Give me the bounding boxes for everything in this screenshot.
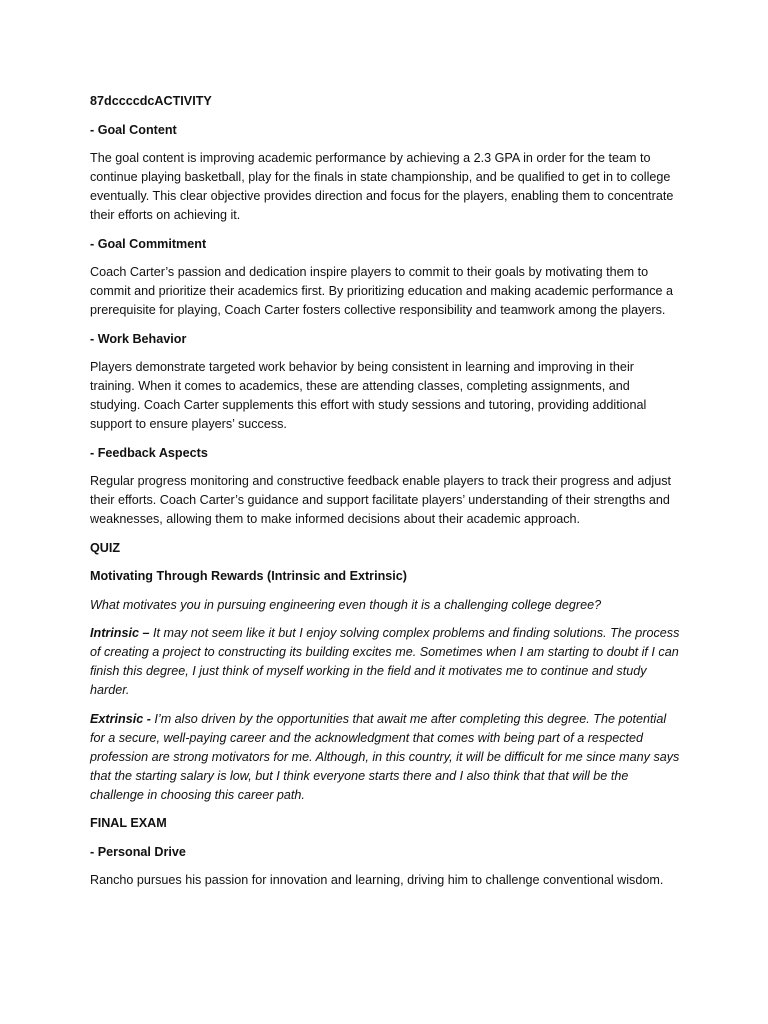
intrinsic-label: Intrinsic –	[90, 626, 153, 640]
goal-commitment-heading: - Goal Commitment	[90, 236, 207, 251]
document-page	[90, 92, 682, 900]
quiz-heading: QUIZ	[90, 540, 121, 555]
personal-drive-paragraph: Rancho pursues his passion for innovation and learning, driving him to challenge conventional wisdom.	[90, 873, 664, 887]
document-header: 87dccccdcACTIVITY	[90, 94, 212, 108]
quiz-question: What motivates you in pursuing engineering even though it is a challenging college degree?	[90, 597, 602, 612]
personal-drive-heading: - Personal Drive	[90, 844, 186, 859]
extrinsic-paragraph	[90, 710, 682, 805]
work-behavior-paragraph: Players demonstrate targeted work behavior by being consistent in learning and improving in their training. When it comes to academics, these are attending classes, completing assignments, and studying. Coach Carter supplements this effort with study sessions and tutoring, providing additional support to ensure players’ success.	[90, 360, 647, 431]
intrinsic-paragraph	[90, 624, 682, 700]
work-behavior-heading: - Work Behavior	[90, 331, 187, 346]
extrinsic-text: I’m also driven by the opportunities that await me after completing this degree. The potential for a secure, well-paying career and the acknowledgment that comes with being part of a respected profession are strong motivators for me. Although, in this country, it will be difficult for me since many says that the starting salary is low, but I think everyone starts there and I also think that that will be the challenge in choosing this career path.	[90, 711, 680, 802]
quiz-subheading: Motivating Through Rewards (Intrinsic and Extrinsic)	[90, 569, 407, 583]
feedback-aspects-heading: - Feedback Aspects	[90, 445, 208, 460]
extrinsic-label: Extrinsic -	[90, 711, 155, 726]
feedback-aspects-paragraph: Regular progress monitoring and constructive feedback enable players to track their progress and adjust their efforts. Coach Carter’s guidance and support facilitate players’ understanding of their strengths and weaknesses, allowing them to make informed decisions about their academic approach.	[90, 474, 672, 526]
goal-commitment-paragraph: Coach Carter’s passion and dedication inspire players to commit to their goals by motivating them to commit and prioritize their academics first. By prioritizing education and making academic performance a prerequisite for playing, Coach Carter fosters collective responsibility and teamwork among the players.	[90, 265, 674, 317]
goal-content-heading: - Goal Content	[90, 122, 177, 137]
goal-content-paragraph: The goal content is improving academic performance by achieving a 2.3 GPA in order for the team to continue playing basketball, play for the finals in state championship, and be qualified to get in to college eventually. This clear objective provides direction and focus for the players, enabling them to concentrate their efforts on achieving it.	[90, 151, 674, 222]
final-exam-heading: FINAL EXAM	[90, 816, 167, 830]
intrinsic-text: It may not seem like it but I enjoy solving complex problems and finding solutions. The process of creating a project to constructing its building excites me. Sometimes when I am starting to doubt if I can finish this degree, I just think of myself working in the field and it motivates me to continue and study harder.	[90, 626, 680, 697]
